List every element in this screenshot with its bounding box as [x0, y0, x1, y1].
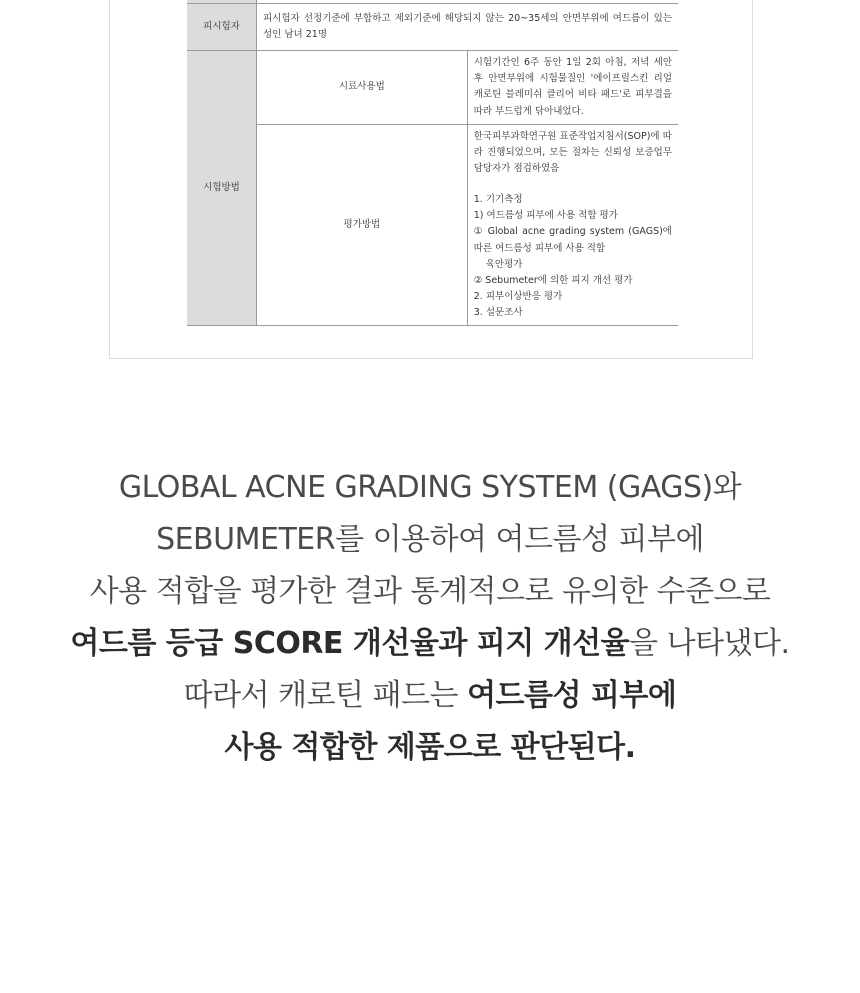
subjects-body-cell	[257, 4, 679, 51]
spacer	[474, 177, 672, 192]
table-row	[187, 4, 678, 51]
summary-text	[0, 462, 860, 774]
evaluation-line: ① Global acne grading system (GAGS)에 따른 여드름성 피부에 사용 적합	[473, 226, 672, 254]
usage-label-cell: 시료사용법	[257, 51, 468, 125]
summary-line-5-lead: 따라서 캐로틴 패드는	[183, 678, 468, 713]
usage-text: 시험기간인 6주 동안 1일 2회 아침, 저녁 세안 후 안면부위에 시험물질인 '에이프릴스킨 리얼 캐로틴 블레미쉬 클리어 비타 패드'로 피부결을 따라 부드럽게 닦아내었다.	[473, 57, 672, 117]
summary-line-6: 사용 적합한 제품으로 판단된다.	[224, 730, 636, 765]
test-spec-table	[187, 0, 678, 326]
summary-line-4-rest: 을 나타냈다.	[629, 626, 790, 661]
evaluation-line: 육안평가	[485, 258, 523, 270]
table-row	[187, 51, 678, 125]
summary-line-4	[0, 618, 860, 670]
evaluation-intro: 한국피부과학연구원 표준작업지침서(SOP)에 따라 진행되었으며, 모든 절차는 신뢰성 보증업무 담당자가 점검하였음	[473, 130, 672, 174]
evaluation-line: ② Sebumeter에 의한 피지 개선 평가	[473, 274, 633, 286]
evaluation-line: 1) 여드름성 피부에 사용 적합 평가	[473, 210, 618, 222]
table-row	[187, 124, 678, 326]
evaluation-body-cell	[467, 124, 678, 326]
summary-line-5	[0, 670, 860, 722]
summary-line-3: 사용 적합을 평가한 결과 통계적으로 유의한 수준으로	[89, 574, 771, 609]
summary-line-1: GLOBAL ACNE GRADING SYSTEM (GAGS)와	[118, 470, 742, 505]
summary-line-4-highlight: 여드름 등급 SCORE 개선율과 피지 개선율	[70, 626, 630, 661]
summary-line-5-highlight: 여드름성 피부에	[467, 678, 677, 713]
subjects-text: 피시험자 선정기준에 부합하고 제외기준에 해당되지 않는 20~35세의 안면부위에 여드름이 있는 성인 남녀 21명	[263, 13, 672, 41]
evaluation-line: 2. 피부이상반응 평가	[473, 290, 563, 302]
evaluation-line: 1. 기기측정	[473, 194, 523, 206]
evaluation-line: 3. 설문조사	[473, 307, 523, 319]
subjects-head-cell: 피시험자	[187, 4, 257, 51]
evaluation-label-cell: 평가방법	[257, 124, 468, 326]
summary-line-2: SEBUMETER를 이용하여 여드름성 피부에	[156, 522, 704, 557]
usage-body-cell	[467, 51, 678, 125]
method-head-cell: 시험방법	[187, 51, 257, 326]
